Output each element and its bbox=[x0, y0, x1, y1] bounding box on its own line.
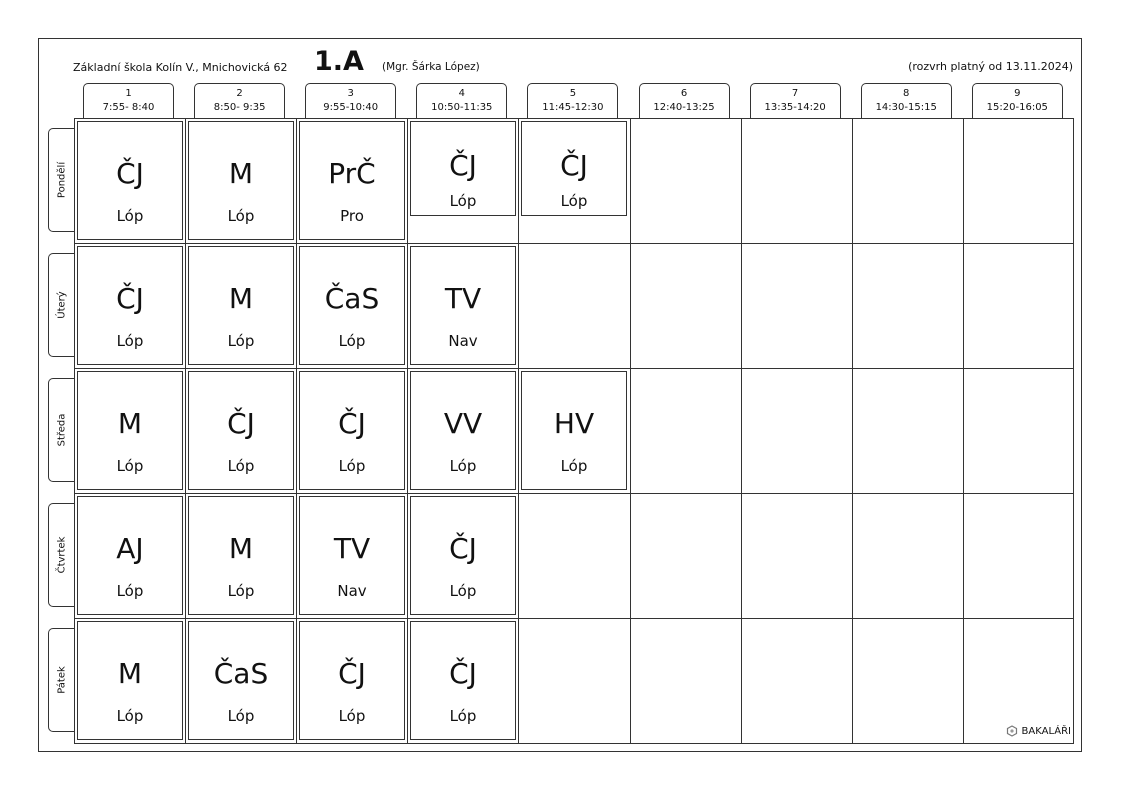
day-label bbox=[48, 503, 74, 607]
lesson-teacher: Lóp bbox=[449, 582, 477, 600]
brand-label: BAKALÁŘI bbox=[1021, 725, 1071, 737]
grid-row-line bbox=[74, 368, 1074, 369]
lesson-teacher: Lóp bbox=[227, 457, 255, 475]
lesson-cell[interactable] bbox=[410, 621, 516, 740]
period-number: 7 bbox=[791, 88, 799, 99]
lesson-subject: ČaS bbox=[213, 657, 269, 690]
lesson-subject: ČJ bbox=[116, 157, 144, 190]
period-time: 11:45-12:30 bbox=[542, 102, 604, 113]
lesson-subject: M bbox=[228, 282, 254, 315]
lesson-teacher: Lóp bbox=[227, 582, 255, 600]
period-number: 1 bbox=[125, 88, 132, 99]
grid-column-line bbox=[407, 118, 408, 744]
lesson-subject: ČJ bbox=[116, 282, 144, 315]
lesson-subject: M bbox=[117, 657, 143, 690]
lesson-teacher: Lóp bbox=[227, 332, 255, 350]
period-number: 2 bbox=[236, 88, 243, 99]
day-name: Pátek bbox=[56, 666, 67, 694]
lesson-teacher: Lóp bbox=[560, 192, 588, 210]
period-number: 6 bbox=[680, 88, 688, 99]
day-name: Čtvrtek bbox=[56, 536, 67, 574]
lesson-teacher: Nav bbox=[448, 332, 478, 350]
lesson-teacher: Lóp bbox=[116, 707, 144, 725]
lesson-subject: ČJ bbox=[560, 149, 588, 182]
lesson-teacher: Lóp bbox=[227, 707, 255, 725]
period-number: 9 bbox=[1014, 88, 1021, 99]
day-name: Pondělí bbox=[56, 161, 67, 199]
lesson-subject: PrČ bbox=[328, 157, 376, 190]
lesson-teacher: Lóp bbox=[560, 457, 588, 475]
lesson-subject: ČJ bbox=[338, 657, 366, 690]
period-number: 3 bbox=[347, 88, 354, 99]
grid-row-line bbox=[74, 618, 1074, 619]
day-label bbox=[48, 128, 74, 232]
period-header bbox=[305, 83, 396, 118]
lesson-teacher: Lóp bbox=[449, 457, 477, 475]
lesson-cell[interactable] bbox=[77, 496, 183, 615]
period-number: 8 bbox=[903, 88, 910, 99]
period-time: 9:55-10:40 bbox=[323, 102, 379, 113]
lesson-teacher: Lóp bbox=[338, 707, 366, 725]
lesson-subject: M bbox=[228, 532, 254, 565]
lesson-subject: ČJ bbox=[227, 407, 255, 440]
lesson-subject: AJ bbox=[116, 532, 144, 565]
lesson-subject: ČJ bbox=[449, 149, 477, 182]
lesson-teacher: Lóp bbox=[338, 332, 366, 350]
lesson-teacher: Lóp bbox=[116, 332, 144, 350]
lesson-teacher: Nav bbox=[337, 582, 367, 600]
period-header bbox=[750, 83, 841, 118]
lesson-cell[interactable] bbox=[188, 371, 294, 490]
grid-column-line bbox=[296, 118, 297, 744]
period-header bbox=[861, 83, 952, 118]
lesson-teacher: Pro bbox=[340, 207, 364, 225]
brand bbox=[1006, 725, 1071, 737]
grid-column-line bbox=[852, 118, 853, 744]
grid-column-line bbox=[630, 118, 631, 744]
period-time: 10:50-11:35 bbox=[431, 102, 493, 113]
lesson-teacher: Lóp bbox=[227, 207, 255, 225]
lesson-teacher: Lóp bbox=[116, 207, 144, 225]
lesson-cell[interactable] bbox=[299, 621, 405, 740]
lesson-cell[interactable] bbox=[410, 496, 516, 615]
class-title: 1.A bbox=[314, 46, 364, 77]
school-name: Základní škola Kolín V., Mnichovická 62 bbox=[73, 61, 288, 74]
period-time: 7:55- 8:40 bbox=[102, 102, 155, 113]
period-header bbox=[194, 83, 285, 118]
grid-row-line bbox=[74, 243, 1074, 244]
lesson-subject: ČJ bbox=[338, 407, 366, 440]
lesson-subject: TV bbox=[444, 282, 482, 315]
period-time: 8:50- 9:35 bbox=[213, 102, 266, 113]
period-header bbox=[527, 83, 618, 118]
lesson-teacher: Lóp bbox=[116, 582, 144, 600]
grid-row-line bbox=[74, 493, 1074, 494]
lesson-cell[interactable] bbox=[521, 121, 627, 216]
lesson-cell[interactable] bbox=[188, 246, 294, 365]
lesson-subject: M bbox=[228, 157, 254, 190]
period-header bbox=[639, 83, 730, 118]
lesson-subject: ČaS bbox=[324, 282, 380, 315]
period-time: 15:20-16:05 bbox=[986, 102, 1048, 113]
lesson-cell[interactable] bbox=[410, 121, 516, 216]
lesson-subject: ČJ bbox=[449, 532, 477, 565]
day-label bbox=[48, 253, 74, 357]
lesson-teacher: Lóp bbox=[449, 707, 477, 725]
lesson-cell[interactable] bbox=[299, 371, 405, 490]
day-name: Úterý bbox=[56, 291, 67, 319]
day-name: Středa bbox=[56, 413, 67, 447]
grid-column-line bbox=[185, 118, 186, 744]
period-time: 13:35-14:20 bbox=[764, 102, 826, 113]
lesson-cell[interactable] bbox=[410, 246, 516, 365]
lesson-cell[interactable] bbox=[77, 246, 183, 365]
lesson-cell[interactable] bbox=[77, 621, 183, 740]
lesson-cell[interactable] bbox=[299, 121, 405, 240]
lesson-subject: ČJ bbox=[449, 657, 477, 690]
lesson-subject: M bbox=[117, 407, 143, 440]
period-number: 5 bbox=[569, 88, 577, 99]
bakalari-logo-icon bbox=[1006, 725, 1018, 737]
lesson-subject: HV bbox=[553, 407, 595, 440]
lesson-teacher: Lóp bbox=[338, 457, 366, 475]
grid-column-line bbox=[518, 118, 519, 744]
lesson-cell[interactable] bbox=[77, 121, 183, 240]
grid-column-line bbox=[963, 118, 964, 744]
lesson-cell[interactable] bbox=[188, 621, 294, 740]
period-time: 14:30-15:15 bbox=[875, 102, 937, 113]
lesson-cell[interactable] bbox=[410, 371, 516, 490]
lesson-subject: VV bbox=[443, 407, 483, 440]
lesson-teacher: Lóp bbox=[116, 457, 144, 475]
day-label bbox=[48, 628, 74, 732]
lesson-cell[interactable] bbox=[188, 121, 294, 240]
lesson-cell[interactable] bbox=[299, 246, 405, 365]
period-number: 4 bbox=[458, 88, 465, 99]
lesson-teacher: Lóp bbox=[449, 192, 477, 210]
lesson-cell[interactable] bbox=[299, 496, 405, 615]
day-label bbox=[48, 378, 74, 482]
validity-date: (rozvrh platný od 13.11.2024) bbox=[908, 60, 1073, 73]
period-header bbox=[972, 83, 1063, 118]
lesson-subject: TV bbox=[333, 532, 371, 565]
grid-column-line bbox=[741, 118, 742, 744]
period-time: 12:40-13:25 bbox=[653, 102, 715, 113]
lesson-cell[interactable] bbox=[521, 371, 627, 490]
lesson-cell[interactable] bbox=[188, 496, 294, 615]
period-header bbox=[416, 83, 507, 118]
class-teacher: (Mgr. Šárka López) bbox=[382, 61, 480, 73]
period-header bbox=[83, 83, 174, 118]
lesson-cell[interactable] bbox=[77, 371, 183, 490]
